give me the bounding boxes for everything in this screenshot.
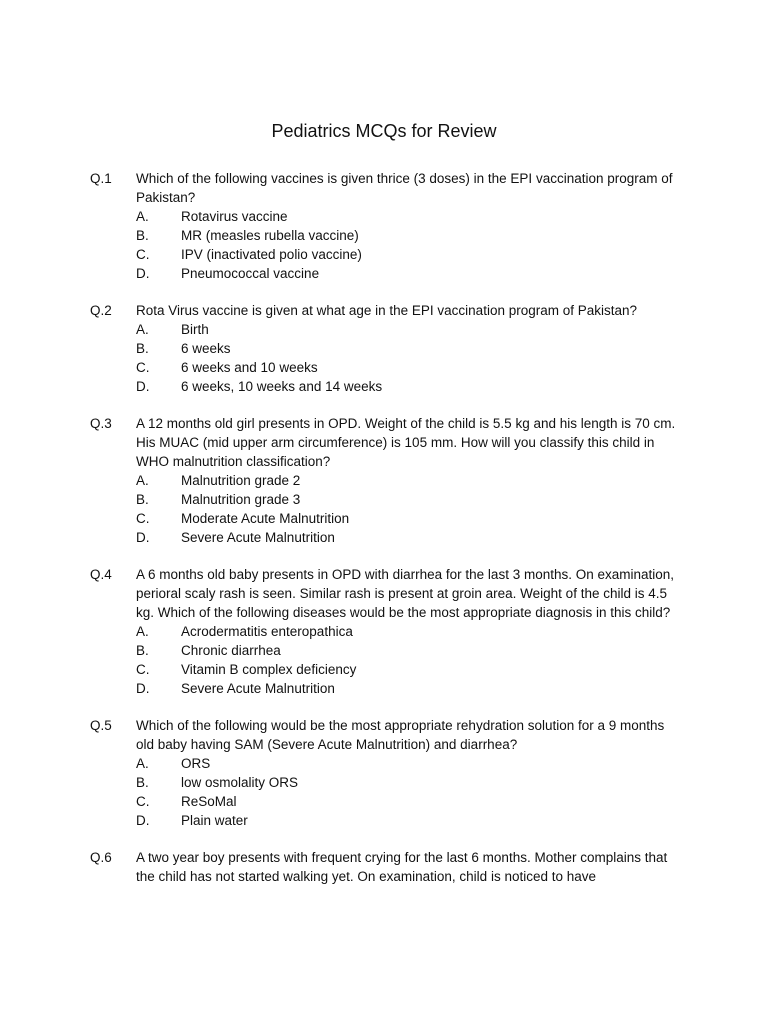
option-text: Malnutrition grade 3 bbox=[181, 492, 301, 507]
option-a bbox=[136, 622, 690, 641]
option-letter: D. bbox=[136, 813, 150, 828]
option-letter: D. bbox=[136, 681, 150, 696]
question-number: Q.6 bbox=[90, 850, 112, 865]
option-text: Chronic diarrhea bbox=[181, 643, 281, 658]
option-a bbox=[136, 320, 690, 339]
option-list bbox=[136, 754, 690, 830]
document-title: Pediatrics MCQs for Review bbox=[271, 121, 497, 141]
option-text: Vitamin B complex deficiency bbox=[181, 662, 357, 677]
option-letter: A. bbox=[136, 473, 149, 488]
option-letter: C. bbox=[136, 247, 150, 262]
question-text: Rota Virus vaccine is given at what age in the EPI vaccination program of Pakistan? bbox=[136, 303, 638, 318]
option-text: Birth bbox=[181, 322, 209, 337]
option-a bbox=[136, 471, 690, 490]
option-text: 6 weeks and 10 weeks bbox=[181, 360, 318, 375]
option-letter: C. bbox=[136, 794, 150, 809]
question-list bbox=[90, 169, 690, 904]
option-c bbox=[136, 358, 690, 377]
option-letter: B. bbox=[136, 643, 149, 658]
option-d bbox=[136, 264, 690, 283]
option-text: Acrodermatitis enteropathica bbox=[181, 624, 353, 639]
option-letter: C. bbox=[136, 511, 150, 526]
option-c bbox=[136, 509, 690, 528]
question-6 bbox=[90, 848, 690, 886]
option-letter: D. bbox=[136, 266, 150, 281]
option-text: Severe Acute Malnutrition bbox=[181, 681, 335, 696]
question-number: Q.4 bbox=[90, 567, 112, 582]
question-number: Q.3 bbox=[90, 416, 112, 431]
option-letter: C. bbox=[136, 662, 150, 677]
option-text: IPV (inactivated polio vaccine) bbox=[181, 247, 362, 262]
option-d bbox=[136, 377, 690, 396]
option-letter: A. bbox=[136, 756, 149, 771]
option-b bbox=[136, 226, 690, 245]
question-number: Q.2 bbox=[90, 303, 112, 318]
option-a bbox=[136, 754, 690, 773]
option-letter: B. bbox=[136, 341, 149, 356]
option-letter: A. bbox=[136, 209, 149, 224]
question-number: Q.5 bbox=[90, 718, 112, 733]
question-text: A two year boy presents with frequent crying for the last 6 months. Mother complains that the child has not started walking yet. On examination, child is noticed to have bbox=[136, 850, 668, 884]
option-d bbox=[136, 528, 690, 547]
option-text: MR (measles rubella vaccine) bbox=[181, 228, 359, 243]
option-text: Pneumococcal vaccine bbox=[181, 266, 320, 281]
option-letter: B. bbox=[136, 492, 149, 507]
option-text: Rotavirus vaccine bbox=[181, 209, 288, 224]
question-text: Which of the following would be the most appropriate rehydration solution for a 9 months old baby having SAM (Severe Acute Malnutrition) and diarrhea? bbox=[136, 718, 665, 752]
option-letter: C. bbox=[136, 360, 150, 375]
option-list bbox=[136, 320, 690, 396]
option-d bbox=[136, 679, 690, 698]
question-5 bbox=[90, 716, 690, 830]
option-a bbox=[136, 207, 690, 226]
option-letter: B. bbox=[136, 775, 149, 790]
option-list bbox=[136, 622, 690, 698]
option-c bbox=[136, 792, 690, 811]
question-2 bbox=[90, 301, 690, 396]
option-text: 6 weeks bbox=[181, 341, 231, 356]
option-text: Moderate Acute Malnutrition bbox=[181, 511, 350, 526]
option-list bbox=[136, 471, 690, 547]
option-text: ReSoMal bbox=[181, 794, 237, 809]
question-text: A 12 months old girl presents in OPD. Weight of the child is 5.5 kg and his length is 70 cm. His MUAC (mid upper arm circumference) is 105 mm. How will you classify this child in WHO malnutrition classification? bbox=[136, 416, 676, 469]
question-text: A 6 months old baby presents in OPD with diarrhea for the last 3 months. On examination, perioral scaly rash is seen. Similar rash is present at groin area. Weight of the child is 4.5 kg. Which of the following diseases would be the most appropriate diagnosis in this child? bbox=[136, 567, 675, 620]
option-text: 6 weeks, 10 weeks and 14 weeks bbox=[181, 379, 383, 394]
question-text: Which of the following vaccines is given thrice (3 doses) in the EPI vaccination program of Pakistan? bbox=[136, 171, 673, 205]
option-letter: B. bbox=[136, 228, 149, 243]
option-letter: A. bbox=[136, 322, 149, 337]
question-4 bbox=[90, 565, 690, 698]
option-b bbox=[136, 339, 690, 358]
option-letter: D. bbox=[136, 379, 150, 394]
option-d bbox=[136, 811, 690, 830]
question-number: Q.1 bbox=[90, 171, 112, 186]
option-text: Malnutrition grade 2 bbox=[181, 473, 301, 488]
option-text: Plain water bbox=[181, 813, 248, 828]
question-1 bbox=[90, 169, 690, 283]
option-b bbox=[136, 641, 690, 660]
question-3 bbox=[90, 414, 690, 547]
option-b bbox=[136, 773, 690, 792]
option-letter: D. bbox=[136, 530, 150, 545]
option-text: ORS bbox=[181, 756, 211, 771]
option-c bbox=[136, 245, 690, 264]
option-text: Severe Acute Malnutrition bbox=[181, 530, 335, 545]
option-c bbox=[136, 660, 690, 679]
option-text: low osmolality ORS bbox=[181, 775, 299, 790]
option-letter: A. bbox=[136, 624, 149, 639]
option-b bbox=[136, 490, 690, 509]
option-list bbox=[136, 207, 690, 283]
